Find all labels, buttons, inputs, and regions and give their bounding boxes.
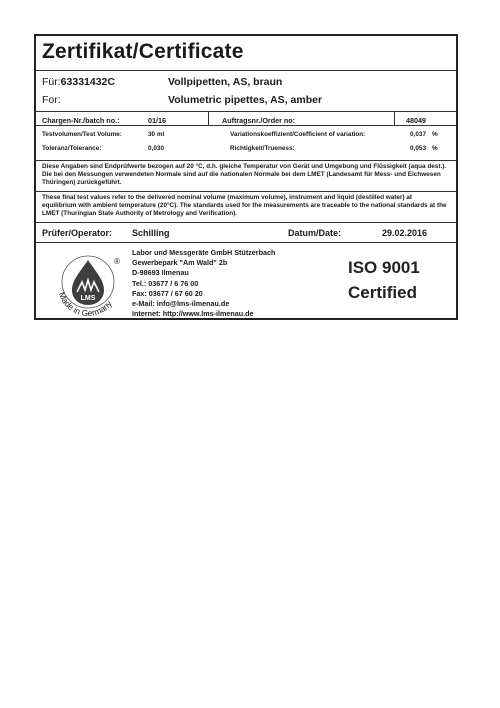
logo-registered: ® <box>114 257 120 266</box>
cv-value: 0,037 <box>410 131 426 138</box>
cv-unit: % <box>432 131 438 138</box>
divider <box>36 111 456 112</box>
product-name-en: Volumetric pipettes, AS, amber <box>168 94 323 106</box>
logo-lms-text: LMS <box>80 295 96 302</box>
company-fax: Fax: 03677 / 67 60 20 <box>132 289 203 298</box>
batch-label: Chargen-Nr./batch no.: <box>42 116 120 125</box>
company-internet: Internet: http://www.lms-ilmenau.de <box>132 309 254 318</box>
iso-label: ISO 9001 <box>348 258 420 277</box>
divider <box>36 160 456 161</box>
divider <box>394 111 395 125</box>
trueness-value: 0,053 <box>410 145 426 152</box>
company-city: D-98693 Ilmenau <box>132 268 189 277</box>
divider <box>36 222 456 223</box>
note-german: Diese Angaben sind Endprüfwerte bezogen auf 20 °C, d.h. gleiche Temperatur von Gerät und Umgebung und Flüssigkeit (aqua dest.). Die bei den Messungen verwendeten Normale sind auf die nationalen Normale bei dem LMET (Landesamt für Mess- und Eichwesen Thüringen) zurückgeführt. <box>42 163 447 187</box>
operator-name: Schilling <box>132 228 170 238</box>
operator-label: Prüfer/Operator: <box>42 228 113 238</box>
certificate-frame <box>34 34 458 320</box>
trueness-label: Richtigkeit/Trueness: <box>230 145 295 152</box>
date-value: 29.02.2016 <box>382 228 428 238</box>
product-name-de: Vollpipetten, AS, braun <box>168 76 283 88</box>
divider <box>36 242 456 243</box>
fuer-row <box>42 76 115 88</box>
company-street: Gewerbepark "Am Wald" 2b <box>132 258 228 267</box>
company-email: e-Mail: info@lms-ilmenau.de <box>132 299 230 308</box>
article-number: 63331432C <box>60 76 115 88</box>
logo-made-in: Made in Germany <box>56 290 114 319</box>
divider <box>36 70 456 71</box>
fuer-label: Für: <box>42 76 61 88</box>
order-label: Auftragsnr./Order no: <box>222 116 296 125</box>
batch-value: 01/16 <box>148 116 166 125</box>
lms-drop-icon <box>44 254 132 320</box>
volume-value: 30 ml <box>148 131 165 138</box>
tolerance-label: Toleranz/Tolerance: <box>42 145 102 152</box>
divider <box>36 191 456 192</box>
volume-label: Testvolumen/Test Volume: <box>42 131 122 138</box>
order-value: 48049 <box>406 116 426 125</box>
note-english: These final test values refer to the delivered nominal volume (maximum volume), instrument and liquid (destilled water) at equilibrium with ambient temperature (20°C). The standards used for the measurements are traceable to the national standards at the LMET (Thuringian State Authority of Metrology and Verification). <box>42 194 447 218</box>
company-tel: Tel.: 03677 / 6 76 00 <box>132 279 199 288</box>
certificate-title: Zertifikat/Certificate <box>42 40 244 63</box>
iso-certified: Certified <box>348 283 417 302</box>
tolerance-value: 0,030 <box>148 145 164 152</box>
cv-label: Variationskoeffizient/Coefficient of variation: <box>230 131 366 138</box>
trueness-unit: % <box>432 145 438 152</box>
divider <box>36 125 456 126</box>
date-label: Datum/Date: <box>288 228 342 238</box>
for-label: For: <box>42 94 61 106</box>
divider <box>208 111 209 125</box>
company-name: Labor und Messgeräte GmbH Stützerbach <box>132 248 276 257</box>
lms-logo <box>44 254 132 320</box>
